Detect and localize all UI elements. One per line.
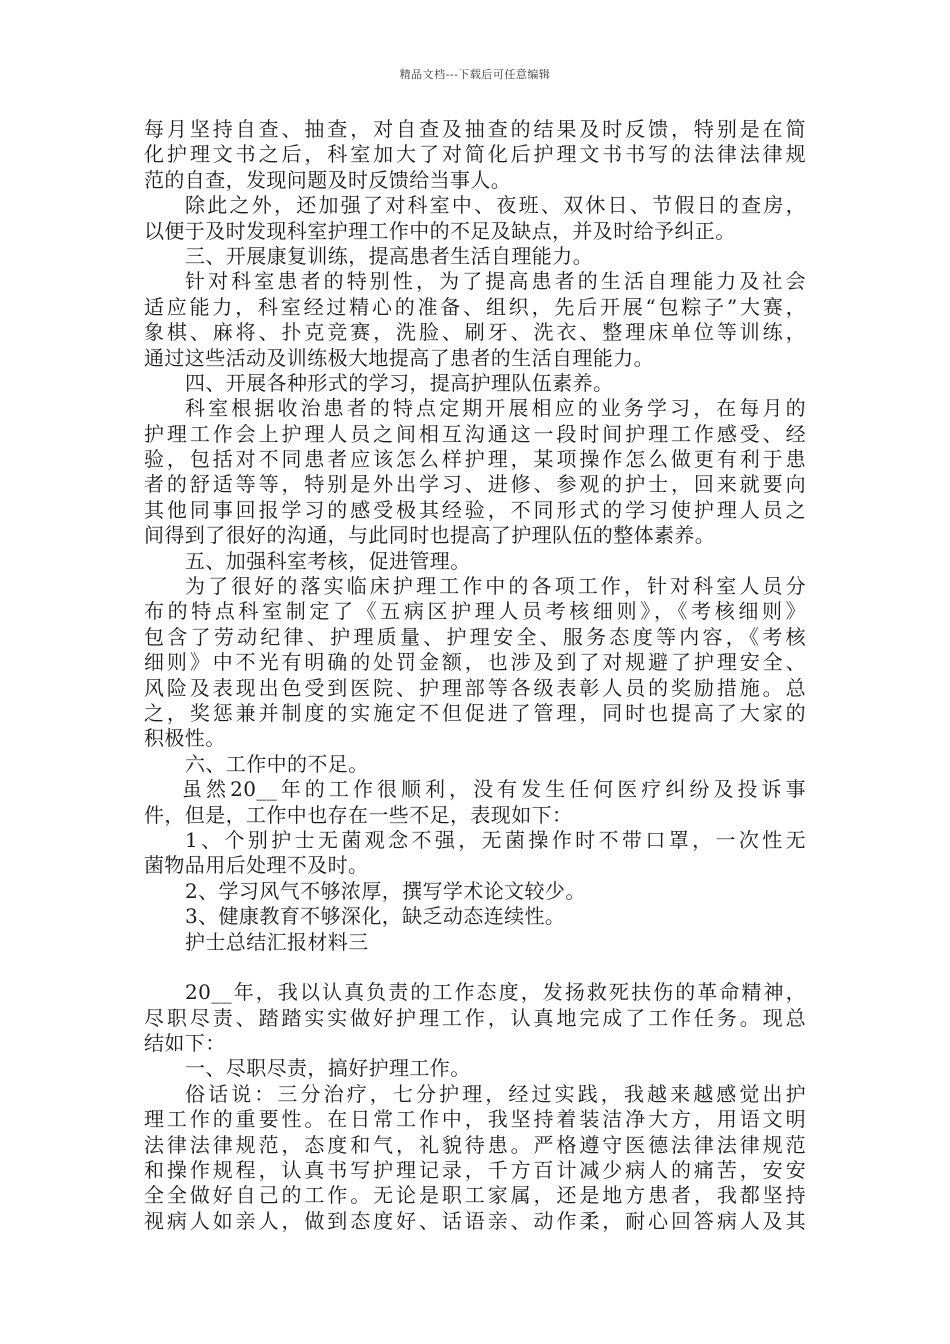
text-line: 者的舒适等等，特别是外出学习、进修、参观的护士，回来就要向 [144,472,806,497]
text-line: 范的自查，发现问题及时反馈给当事人。 [144,167,512,192]
text-line: 件，但是，工作中也存在一些不足，表现如下： [144,802,573,827]
text-line: 和操作规程，认真书写护理记录，千方百计减少病人的痛苦，安安 [144,1158,806,1183]
text-line: 积极性。 [144,726,226,751]
section-heading: 六、工作中的不足。 [185,751,369,776]
text-line: 每月坚持自查、抽查，对自查及抽查的结果及时反馈，特别是在简 [144,117,806,141]
list-item: 2、学习风气不够浓厚，撰写学术论文较少。 [185,878,586,903]
text-line: 间得到了很好的沟通，与此同时也提高了护理队伍的整体素养。 [144,523,716,548]
section-heading: 一、尽职尽责，搞好护理工作。 [185,1056,471,1081]
list-item: 1、个别护士无菌观念不强，无菌操作时不带口罩，一次性无 [185,827,806,852]
section-heading: 五、加强科室考核，促进管理。 [185,548,471,573]
text-line: 20__年，我以认真负责的工作态度，发扬救死扶伤的革命精神， [185,980,806,1005]
text-line: 象棋、麻将、扑克竞赛，洗脸、刷牙、洗衣、整理床单位等训练， [144,320,806,345]
text-line: 布的特点科室制定了《五病区护理人员考核细则》，《考核细则》 [144,599,806,624]
text-line: 以便于及时发现科室护理工作中的不足及缺点，并及时给予纠正。 [144,218,736,243]
page-header: 精品文档---下载后可任意编辑 [399,68,551,81]
section-heading: 三、开展康复训练，提高患者生活自理能力。 [185,243,593,268]
text-line: 全全做好自己的工作。无论是职工家属，还是地方患者，我都坚持 [144,1183,806,1208]
text-line: 细则》中不光有明确的处罚金额，也涉及到了对规避了护理安全、 [144,650,806,675]
text-line: 风险及表现出色受到医院、护理部等各级表彰人员的奖励措施。总 [144,675,806,700]
text-line: 虽然20__年的工作很顺利，没有发生任何医疗纠纷及投诉事 [182,777,806,802]
text-line: 法律法律规范，态度和气，礼貌待患。严格遵守医德法律法律规范 [144,1132,806,1157]
text-line: 包含了劳动纪律、护理质量、护理安全、服务态度等内容，《考核 [144,624,806,649]
document-body [144,117,806,1234]
text-line: 护理工作会上护理人员之间相互沟通这一段时间护理工作感受、经 [144,421,806,446]
text-line: 针对科室患者的特别性，为了提高患者的生活自理能力及社会 [185,269,806,294]
text-line: 之，奖惩兼并制度的实施定不但促进了管理，同时也提高了大家的 [144,700,806,725]
text-line: 尽职尽责、踏踏实实做好护理工作，认真地完成了工作任务。现总 [144,1005,806,1030]
text-line: 其他同事回报学习的感受极其经验，不同形式的学习使护理人员之 [144,497,806,522]
text-line: 化护理文书之后，科室加大了对简化后护理文书书写的法律法律规 [144,142,806,167]
text-line: 验，包括对不同患者应该怎么样护理，某项操作怎么做更有利于患 [144,447,806,472]
section-heading: 四、开展各种形式的学习，提高护理队伍素养。 [185,370,614,395]
text-line: 俗话说：三分治疗，七分护理，经过实践，我越来越感觉出护 [185,1081,806,1106]
text-line: 科室根据收治患者的特点定期开展相应的业务学习，在每月的 [185,396,806,421]
list-item: 3、健康教育不够深化，缺乏动态连续性。 [185,904,566,929]
text-line: 菌物品用后处理不及时。 [144,853,369,878]
blank-line [144,955,806,980]
text-line: 结如下： [144,1031,226,1056]
text-line: 适应能力，科室经过精心的准备、组织，先后开展“包粽子”大赛， [144,294,806,319]
text-line: 为了很好的落实临床护理工作中的各项工作，针对科室人员分 [185,574,806,599]
text-line: 理工作的重要性。在日常工作中，我坚持着装洁净大方，用语文明 [144,1107,806,1132]
text-line: 视病人如亲人，做到态度好、话语亲、动作柔，耐心回答病人及其 [144,1208,806,1233]
section-title: 护士总结汇报材料三 [185,929,369,954]
text-line: 通过这些活动及训练极大地提高了患者的生活自理能力。 [144,345,654,370]
text-line: 除此之外，还加强了对科室中、夜班、双休日、节假日的查房， [185,193,806,218]
